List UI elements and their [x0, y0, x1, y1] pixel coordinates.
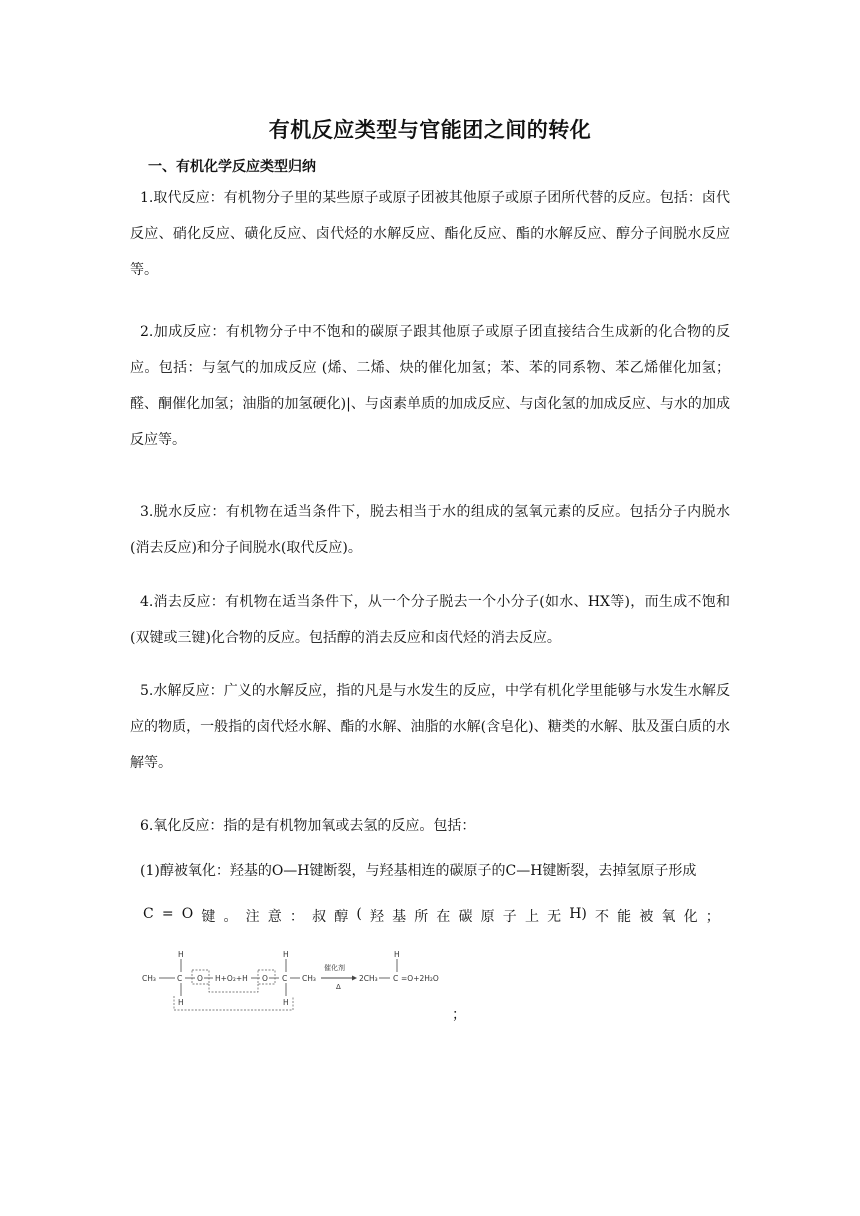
eq-ch3-right: CH₃	[302, 974, 316, 983]
eq-product-tail: =O+2H₂O	[401, 974, 439, 983]
eq-h-bottom-1: H	[178, 998, 184, 1007]
eq-o-left: O	[197, 974, 203, 983]
paragraph-elimination: 4.消去反应：有机物在适当条件下，从一个分子脱去一个小分子(如水、HX等)，而生成不饱和(双键或三键)化合物的反应。包括醇的消去反应和卤代烃的消去反应。	[130, 594, 730, 646]
eq-h-top-2: H	[283, 950, 289, 959]
alcohol-oxidation-equation	[140, 948, 465, 1020]
paragraph-oxidation: 6.氧化反应：指的是有机物加氧或去氢的反应。包括：	[140, 818, 476, 834]
paragraph-substitution: 1.取代反应：有机物分子里的某些原子或原子团被其他原子或原子团所代替的反应。包括：卤代反应、硝化反应、磺化反应、卤代烃的水解反应、酯化反应、酯的水解反应、醇分子间脱水反应等。	[130, 190, 730, 278]
eq-o-right: O	[262, 974, 268, 983]
paragraph-addition: 2.加成反应：有机物分子中不饱和的碳原子跟其他原子或原子团直接结合生成新的化合物的反应。包括：与氢气的加成反应 (烯、二烯、炔的催化加氢；苯、苯的同系物、苯乙烯催化加氢；醛、酮催化加氢；油脂的加氢硬化)|、与卤素单质的加成反应、与卤化氢的加成反应、与水的加成反应等。	[130, 324, 730, 448]
eq-ch3-left: CH₃	[142, 974, 156, 983]
eq-h-top-3: H	[394, 950, 400, 959]
eq-c-product: C	[393, 974, 399, 983]
paragraph-hydrolysis: 5.水解反应：广义的水解反应，指的凡是与水发生的反应，中学有机化学里能够与水发生水解反应的物质，一般指的卤代烃水解、酯的水解、油脂的水解(含皂化)、糖类的水解、肽及蛋白质的水解等。	[130, 683, 730, 771]
eq-product: 2CH₃	[359, 974, 378, 983]
eq-middle-reagents: H+O₂+H	[215, 974, 248, 983]
trailing-semicolon: ；	[452, 1007, 466, 1023]
paragraph-dehydration: 3.脱水反应：有机物在适当条件下，脱去相当于水的组成的氢氧元素的反应。包括分子内脱水(消去反应)和分子间脱水(取代反应)。	[130, 504, 730, 556]
eq-heat: Δ	[336, 983, 341, 991]
eq-c-right: C	[282, 974, 288, 983]
eq-h-bottom-2: H	[283, 998, 289, 1007]
section-heading: 一、有机化学反应类型归纳	[148, 159, 316, 175]
paragraph-alcohol-oxidation: (1)醇被氧化：羟基的O—H键断裂，与羟基相连的碳原子的C—H键断裂，去掉氢原子形成	[140, 863, 697, 879]
document-title: 有机反应类型与官能团之间的转化	[268, 118, 592, 142]
eq-c-left: C	[177, 974, 183, 983]
eq-h-top-1: H	[178, 950, 184, 959]
eq-catalyst: 催化剂	[324, 964, 345, 972]
tertiary-alcohol-note: C = O 键 。 注 意 ： 叔 醇 ( 羟 基 所 在 碳 原 子 上 无 H) 不 能 被 氧 化 ；	[143, 906, 720, 925]
